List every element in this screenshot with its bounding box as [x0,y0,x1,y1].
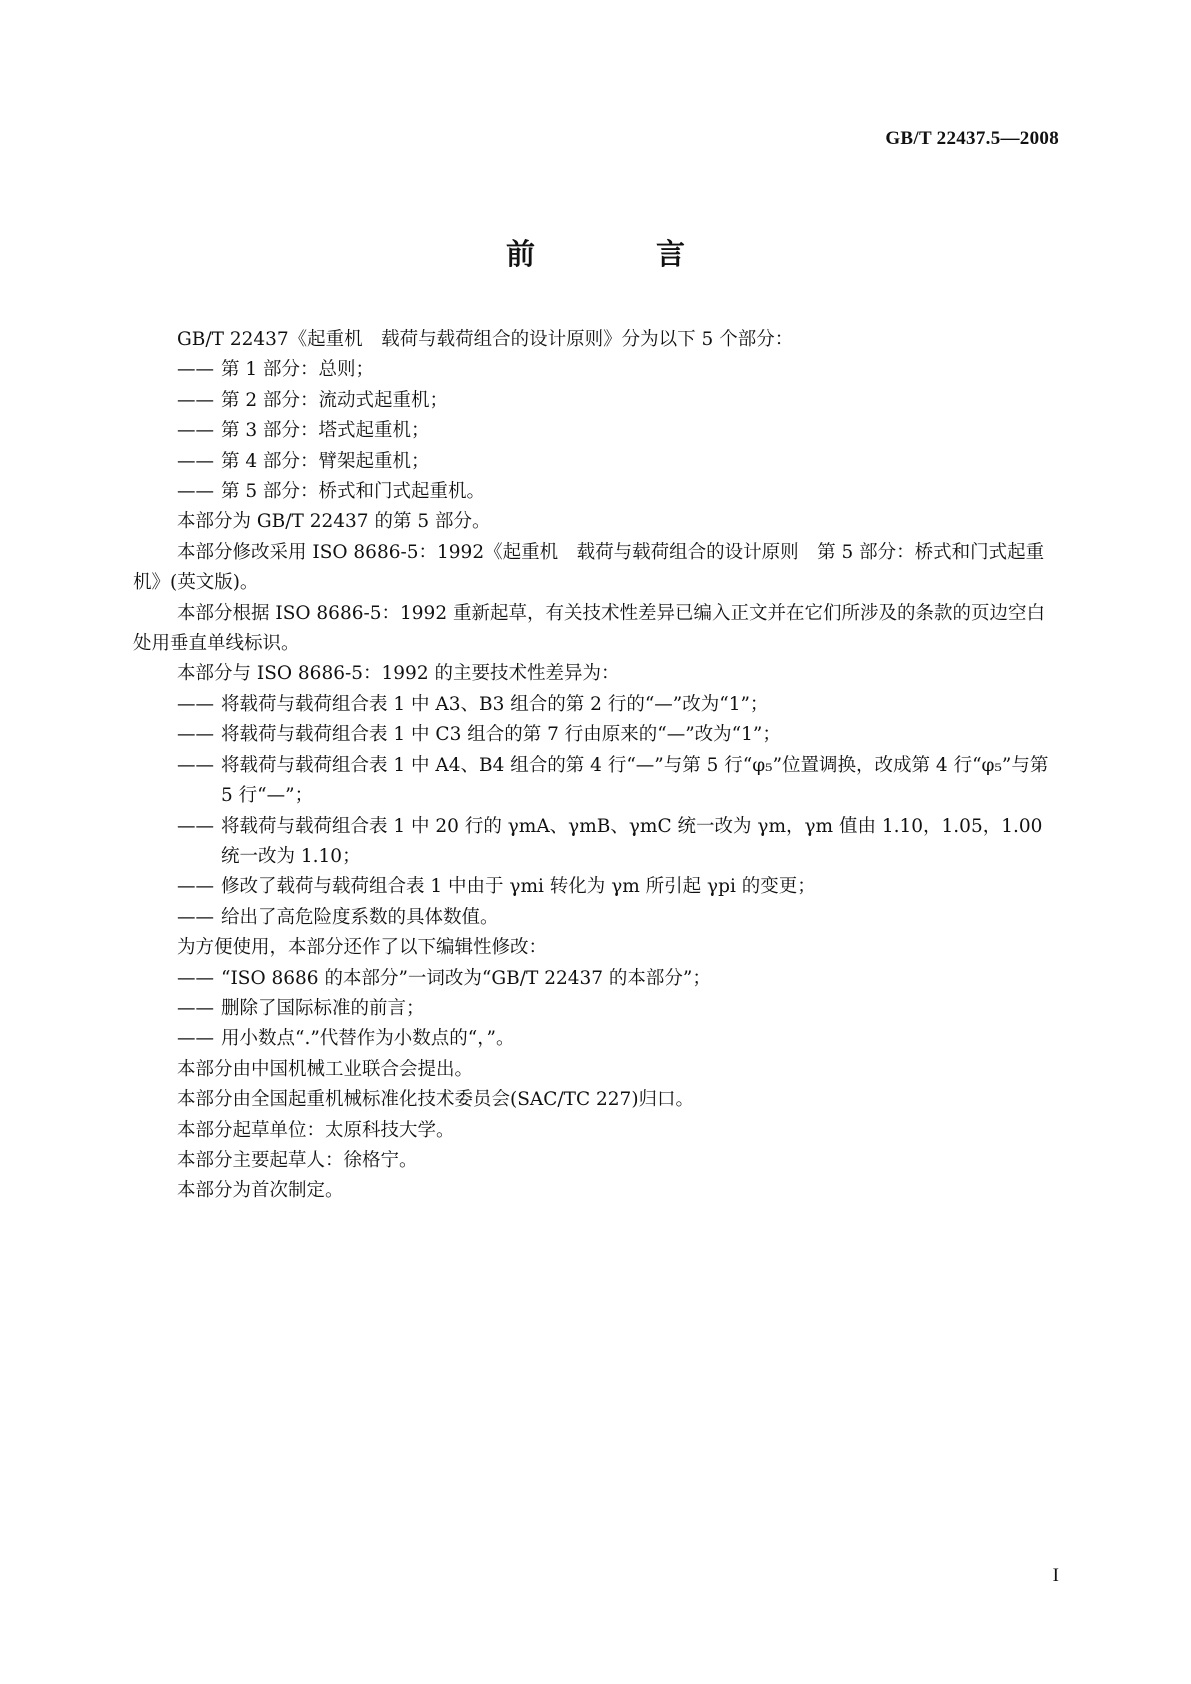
dash-list-item [133,872,1061,902]
paragraph [133,1085,1061,1115]
list-dash: —— [177,967,214,989]
paragraph-text: 本部分主要起草人：徐格宁。 [177,1149,418,1171]
paragraph-text: 第 4 部分：臂架起重机； [221,450,430,472]
list-dash: —— [177,876,214,898]
paragraph-text: 将载荷与载荷组合表 1 中 A4、B4 组合的第 4 行“—”与第 5 行“φ₅”位置调换，改成第 4 行“φ₅”与第 5 行“—”； [221,754,1049,807]
paragraph-text: 本部分为 GB/T 22437 的第 5 部分。 [177,511,491,533]
paragraph-text: 用小数点“.”代替作为小数点的“，”。 [221,1028,515,1050]
dash-list-item [133,1024,1061,1054]
paragraph [133,933,1061,963]
list-dash: —— [177,906,214,928]
foreword-body [133,325,1061,1207]
paragraph [133,1146,1061,1176]
paragraph-text: 第 1 部分：总则； [221,359,375,381]
page-title: 前 言 [505,237,731,271]
dash-list-item [133,447,1061,477]
paragraph [133,507,1061,537]
paragraph-text: 第 3 部分：塔式起重机； [221,420,430,442]
paragraph [133,1055,1061,1085]
list-dash: —— [177,815,214,837]
paragraph-text: 本部分与 ISO 8686-5：1992 的主要技术性差异为： [177,663,620,685]
paragraph-text: 将载荷与载荷组合表 1 中 A3、B3 组合的第 2 行的“—”改为“1”； [221,693,769,715]
paragraph-text: 本部分为首次制定。 [177,1180,344,1202]
page-number: I [1052,1565,1059,1586]
paragraph [133,538,1061,599]
paragraph-text: 第 2 部分：流动式起重机； [221,389,449,411]
dash-list-item [133,386,1061,416]
paragraph-text: 为方便使用，本部分还作了以下编辑性修改： [177,937,548,959]
dash-list-item [133,812,1061,873]
dash-list-item [133,355,1061,385]
paragraph-text: 本部分修改采用 ISO 8686-5：1992《起重机 载荷与载荷组合的设计原则 第 5 部分：桥式和门式起重机》(英文版)。 [133,541,1045,594]
document-id: GB/T 22437.5—2008 [885,128,1059,149]
list-dash: —— [177,359,214,381]
list-dash: —— [177,481,214,503]
dash-list-item [133,720,1061,750]
paragraph-text: 给出了高危险度系数的具体数值。 [221,906,499,928]
list-dash: —— [177,420,214,442]
list-dash: —— [177,389,214,411]
paragraph [133,599,1061,660]
list-dash: —— [177,693,214,715]
list-dash: —— [177,724,214,746]
paragraph-text: 第 5 部分：桥式和门式起重机。 [221,481,486,503]
paragraph-text: 将载荷与载荷组合表 1 中 C3 组合的第 7 行由原来的“—”改为“1”； [221,724,781,746]
paragraph-text: 删除了国际标准的前言； [221,997,425,1019]
list-dash: —— [177,754,214,776]
paragraph [133,325,1061,355]
dash-list-item [133,477,1061,507]
list-dash: —— [177,1028,214,1050]
paragraph-text: GB/T 22437《起重机 载荷与载荷组合的设计原则》分为以下 5 个部分： [177,329,794,350]
paragraph [133,1116,1061,1146]
dash-list-item [133,751,1061,812]
paragraph-text: 修改了载荷与载荷组合表 1 中由于 γmi 转化为 γm 所引起 γpi 的变更； [221,876,816,898]
paragraph [133,1176,1061,1206]
paragraph-text: 本部分由全国起重机械标准化技术委员会(SAC/TC 227)归口。 [177,1089,695,1111]
list-dash: —— [177,450,214,472]
paragraph-text: 本部分由中国机械工业联合会提出。 [177,1058,474,1080]
paragraph-text: 本部分起草单位：太原科技大学。 [177,1119,455,1141]
paragraph-text: “ISO 8686 的本部分”一词改为“GB/T 22437 的本部分”； [221,967,711,989]
paragraph-text: 将载荷与载荷组合表 1 中 20 行的 γmA、γmB、γmC 统一改为 γm，γm 值由 1.10，1.05，1.00 统一改为 1.10； [221,815,1043,867]
dash-list-item [133,903,1061,933]
dash-list-item [133,690,1061,720]
dash-list-item [133,994,1061,1024]
dash-list-item [133,964,1061,994]
paragraph [133,659,1061,689]
paragraph-text: 本部分根据 ISO 8686-5：1992 重新起草，有关技术性差异已编入正文并在它们所涉及的条款的页边空白处用垂直单线标识。 [133,602,1045,655]
dash-list-item [133,416,1061,446]
list-dash: —— [177,997,214,1019]
